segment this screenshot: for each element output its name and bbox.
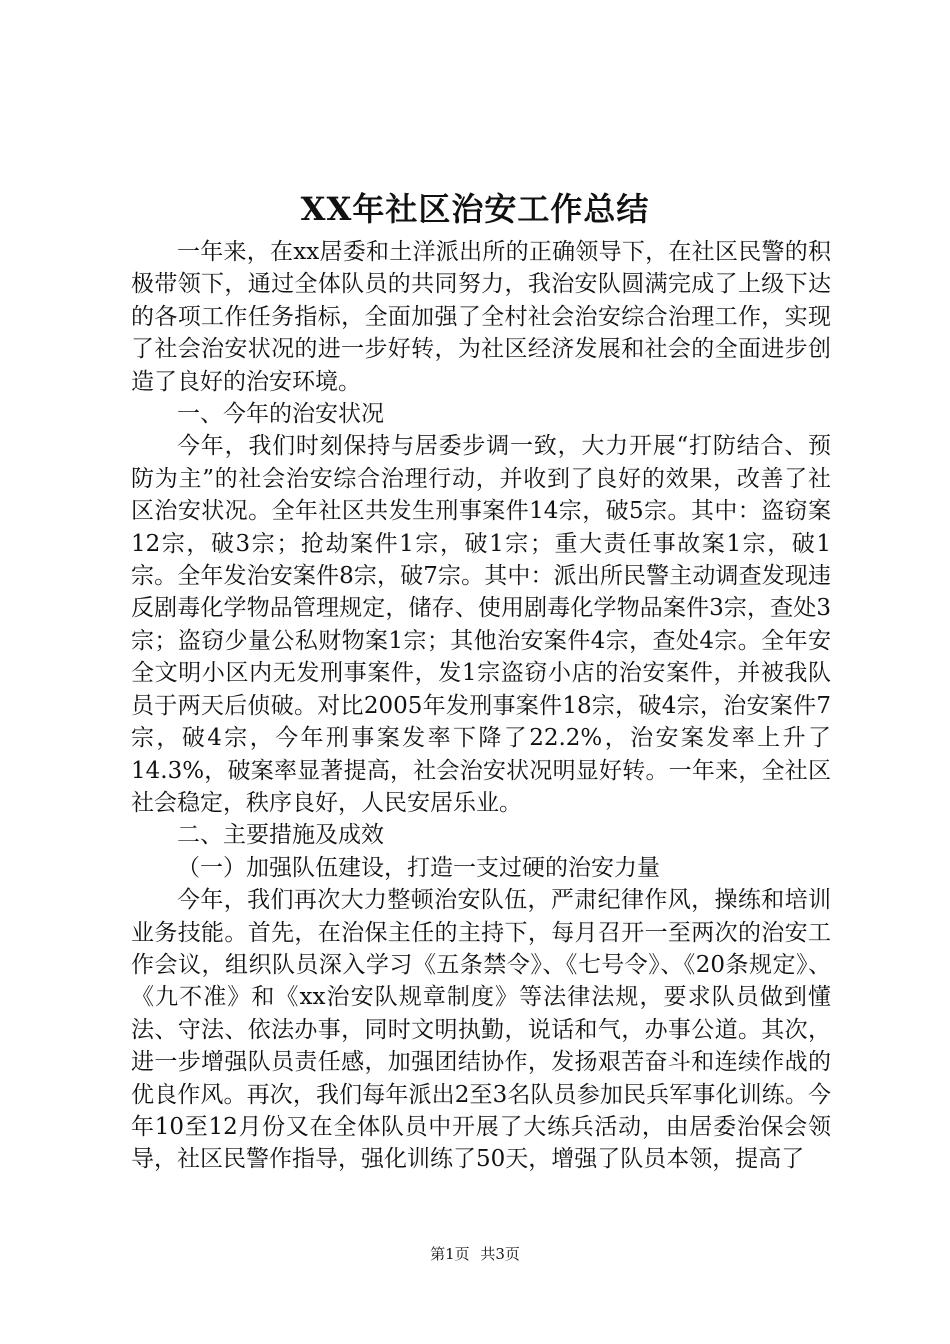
- paragraph-intro: 一年来，在xx居委和土洋派出所的正确领导下，在社区民警的积极带领下，通过全体队员的共同努力，我治安队圆满完成了上级下达的各项工作任务指标，全面加强了全村社会治安综合治理工作，实现了社会治安状况的进一步好转，为社区经济发展和社会的全面进步创造了良好的治安环境。: [131, 239, 831, 395]
- paragraph-team-building: 今年，我们再次大力整顿治安队伍，严肃纪律作风，操练和培训业务技能。首先，在治保主任的主持下，每月召开一至两次的治安工作会议，组织队员深入学习《五条禁令》、《七号令》、《20条规定》、《九不准》和《xx治安队规章制度》等法律法规，要求队员做到懂法、守法、依法办事，同时文明执勤，说话和气，办事公道。其次，进一步增强队员责任感，加强团结协作，发扬艰苦奋斗和连续作战的优良作风。再次，我们每年派出2至3名队员参加民兵军事化训练。今年10至12月份又在全体队员中开展了大练兵活动，由居委治保会领导，社区民警作指导，强化训练了50天，增强了队员本领，提高了: [131, 887, 831, 1173]
- page-footer: [0, 1244, 950, 1264]
- section-heading-2: 二、主要措施及成效: [177, 822, 384, 849]
- page-number-total: 共3页: [480, 1245, 520, 1263]
- subsection-heading-1: （一）加强队伍建设，打造一支过硬的治安力量: [177, 854, 660, 881]
- paragraph-security-status: 今年，我们时刻保持与居委步调一致，大力开展“打防结合、预防为主”的社会治安综合治理行动，并收到了良好的效果，改善了社区治安状况。全年社区共发生刑事案件14宗，破5宗。其中：盗窃案12宗，破3宗；抢劫案件1宗，破1宗；重大责任事故案1宗，破1宗。全年发治安案件8宗，破7宗。其中：派出所民警主动调查发现违反剧毒化学物品管理规定，储存、使用剧毒化学物品案件3宗，查处3宗；盗窃少量公私财物案1宗；其他治安案件4宗，查处4宗。全年安全文明小区内无发刑事案件，发1宗盗窃小店的治安案件，并被我队员于两天后侦破。对比2005年发刑事案件18宗，破4宗，治安案件7宗，破4宗，今年刑事案发率下降了22.2%，治安案发率上升了14.3%，破案率显著提高，社会治安状况明显好转。一年来，全社区社会稳定，秩序良好，人民安居乐业。: [131, 433, 831, 816]
- document-title: XX年社区治安工作总结: [300, 190, 650, 228]
- page-number-current: 第1页: [430, 1245, 470, 1263]
- section-heading-1: 一、今年的治安状况: [177, 401, 384, 428]
- document-body: [131, 236, 831, 1176]
